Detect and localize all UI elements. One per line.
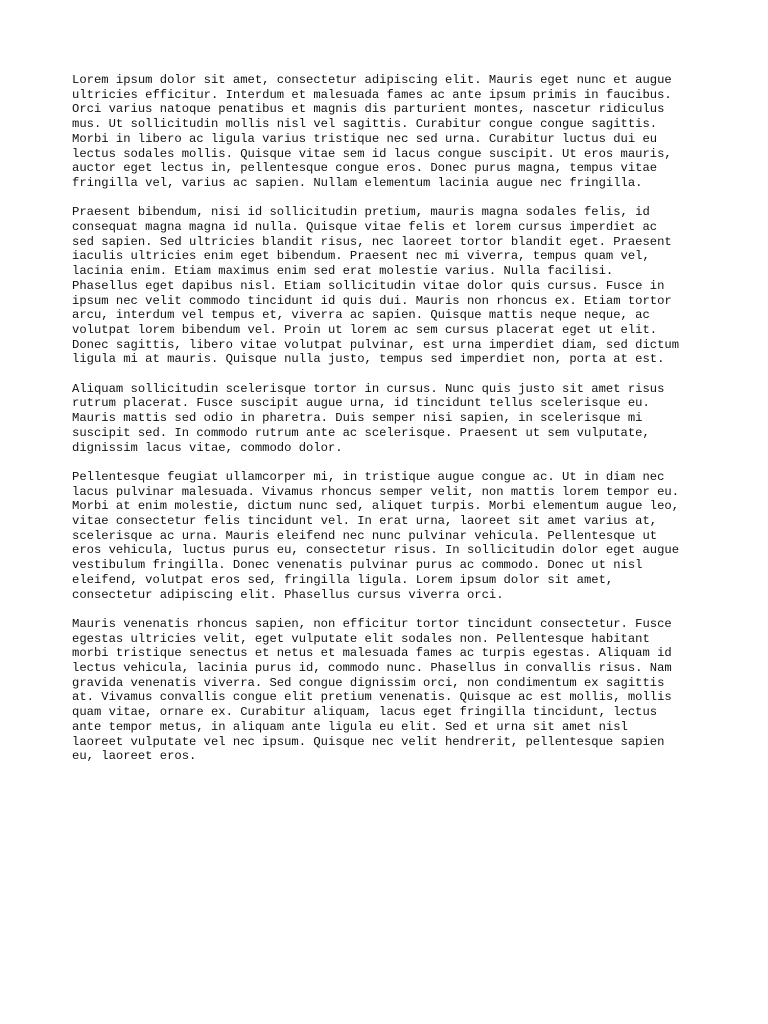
text-line: Praesent bibendum, nisi id sollicitudin pretium, mauris magna sodales felis, id xyxy=(72,205,650,220)
paragraph-1 xyxy=(72,73,702,191)
text-line: arcu, interdum vel tempus et, viverra ac sapien. Quisque mattis neque neque, ac xyxy=(72,308,650,323)
text-line: Lorem ipsum dolor sit amet, consectetur adipiscing elit. Mauris eget nunc et augue xyxy=(72,73,672,87)
text-line: morbi tristique senectus et netus et malesuada fames ac turpis egestas. Aliquam id xyxy=(72,646,672,661)
text-line: dignissim lacus vitae, commodo dolor. xyxy=(72,440,343,455)
text-line: ultricies efficitur. Interdum et malesuada fames ac ante ipsum primis in faucibus. xyxy=(72,87,672,102)
text-line: Mauris venenatis rhoncus sapien, non efficitur tortor tincidunt consectetur. Fusce xyxy=(72,616,672,631)
text-line: Morbi in libero ac ligula varius tristique nec sed urna. Curabitur luctus dui eu xyxy=(72,131,658,146)
text-line: sed sapien. Sed ultricies blandit risus, nec laoreet tortor blandit eget. Praesent xyxy=(72,234,672,249)
text-line: Aliquam sollicitudin scelerisque tortor in cursus. Nunc quis justo sit amet risus xyxy=(72,381,665,396)
text-line: vitae consectetur felis tincidunt vel. In erat urna, laoreet sit amet varius at, xyxy=(72,514,658,529)
paragraph-3 xyxy=(72,382,702,456)
text-line: fringilla vel, varius ac sapien. Nullam elementum lacinia augue nec fringilla. xyxy=(72,175,643,190)
text-line: gravida venenatis viverra. Sed congue dignissim orci, non condimentum ex sagittis xyxy=(72,675,665,690)
text-line: eu, laoreet eros. xyxy=(72,749,197,764)
text-line: Orci varius natoque penatibus et magnis dis parturient montes, nascetur ridiculus xyxy=(72,102,665,117)
text-line: iaculis ultricies enim eget bibendum. Praesent nec mi viverra, tempus quam vel, xyxy=(72,249,650,264)
text-line: quam vitae, ornare ex. Curabitur aliquam, lacus eget fringilla tincidunt, lectus xyxy=(72,705,658,720)
text-line: Phasellus eget dapibus nisl. Etiam sollicitudin vitae dolor quis cursus. Fusce in xyxy=(72,278,665,293)
document-page xyxy=(72,73,702,779)
text-line: lectus sodales mollis. Quisque vitae sem id lacus congue suscipit. Ut eros mauris, xyxy=(72,146,672,161)
paragraph-4 xyxy=(72,470,702,602)
text-line: egestas ultricies velit, eget vulputate elit sodales non. Pellentesque habitant xyxy=(72,631,650,646)
text-line: ante tempor metus, in aliquam ante ligula eu elit. Sed et urna sit amet nisl xyxy=(72,719,628,734)
text-line: auctor eget lectus in, pellentesque congue eros. Donec purus magna, tempus vitae xyxy=(72,161,658,176)
text-line: laoreet vulputate vel nec ipsum. Quisque nec velit hendrerit, pellentesque sapien xyxy=(72,734,665,749)
text-line: eros vehicula, luctus purus eu, consectetur risus. In sollicitudin dolor eget augue xyxy=(72,543,680,558)
text-line: mus. Ut sollicitudin mollis nisl vel sagittis. Curabitur congue congue sagittis. xyxy=(72,117,658,132)
text-line: ligula mi at mauris. Quisque nulla justo, tempus sed imperdiet non, porta at est. xyxy=(72,352,665,367)
text-line: ipsum nec velit commodo tincidunt id quis dui. Mauris non rhoncus ex. Etiam tortor xyxy=(72,293,672,308)
text-line: consequat magna magna id nulla. Quisque vitae felis et lorem cursus imperdiet ac xyxy=(72,220,658,235)
text-line: volutpat lorem bibendum vel. Proin ut lorem ac sem cursus placerat eget ut elit. xyxy=(72,322,658,337)
text-line: suscipit sed. In commodo rutrum ante ac scelerisque. Praesent ut sem vulputate, xyxy=(72,425,650,440)
text-line: scelerisque ac urna. Mauris eleifend nec nunc pulvinar vehicula. Pellentesque ut xyxy=(72,528,658,543)
text-line: vestibulum fringilla. Donec venenatis pulvinar purus ac commodo. Donec ut nisl xyxy=(72,558,643,573)
text-line: eleifend, volutpat eros sed, fringilla ligula. Lorem ipsum dolor sit amet, xyxy=(72,572,614,587)
text-line: lacus pulvinar malesuada. Vivamus rhoncus semper velit, non mattis lorem tempor eu. xyxy=(72,484,680,499)
text-line: consectetur adipiscing elit. Phasellus cursus viverra orci. xyxy=(72,587,504,602)
text-line: Donec sagittis, libero vitae volutpat pulvinar, est urna imperdiet diam, sed dictum xyxy=(72,337,680,352)
text-line: Pellentesque feugiat ullamcorper mi, in tristique augue congue ac. Ut in diam nec xyxy=(72,469,665,484)
paragraph-5 xyxy=(72,617,702,764)
paragraph-2 xyxy=(72,205,702,367)
text-line: Mauris mattis sed odio in pharetra. Duis semper nisi sapien, in scelerisque mi xyxy=(72,411,643,426)
text-line: rutrum placerat. Fusce suscipit augue urna, id tincidunt tellus scelerisque eu. xyxy=(72,396,650,411)
text-line: at. Vivamus convallis congue elit pretium venenatis. Quisque ac est mollis, mollis xyxy=(72,690,672,705)
text-line: lacinia enim. Etiam maximus enim sed erat molestie varius. Nulla facilisi. xyxy=(72,264,614,279)
text-line: lectus vehicula, lacinia purus id, commodo nunc. Phasellus in convallis risus. Nam xyxy=(72,661,672,676)
text-line: Morbi at enim molestie, dictum nunc sed, aliquet turpis. Morbi elementum augue leo, xyxy=(72,499,680,514)
